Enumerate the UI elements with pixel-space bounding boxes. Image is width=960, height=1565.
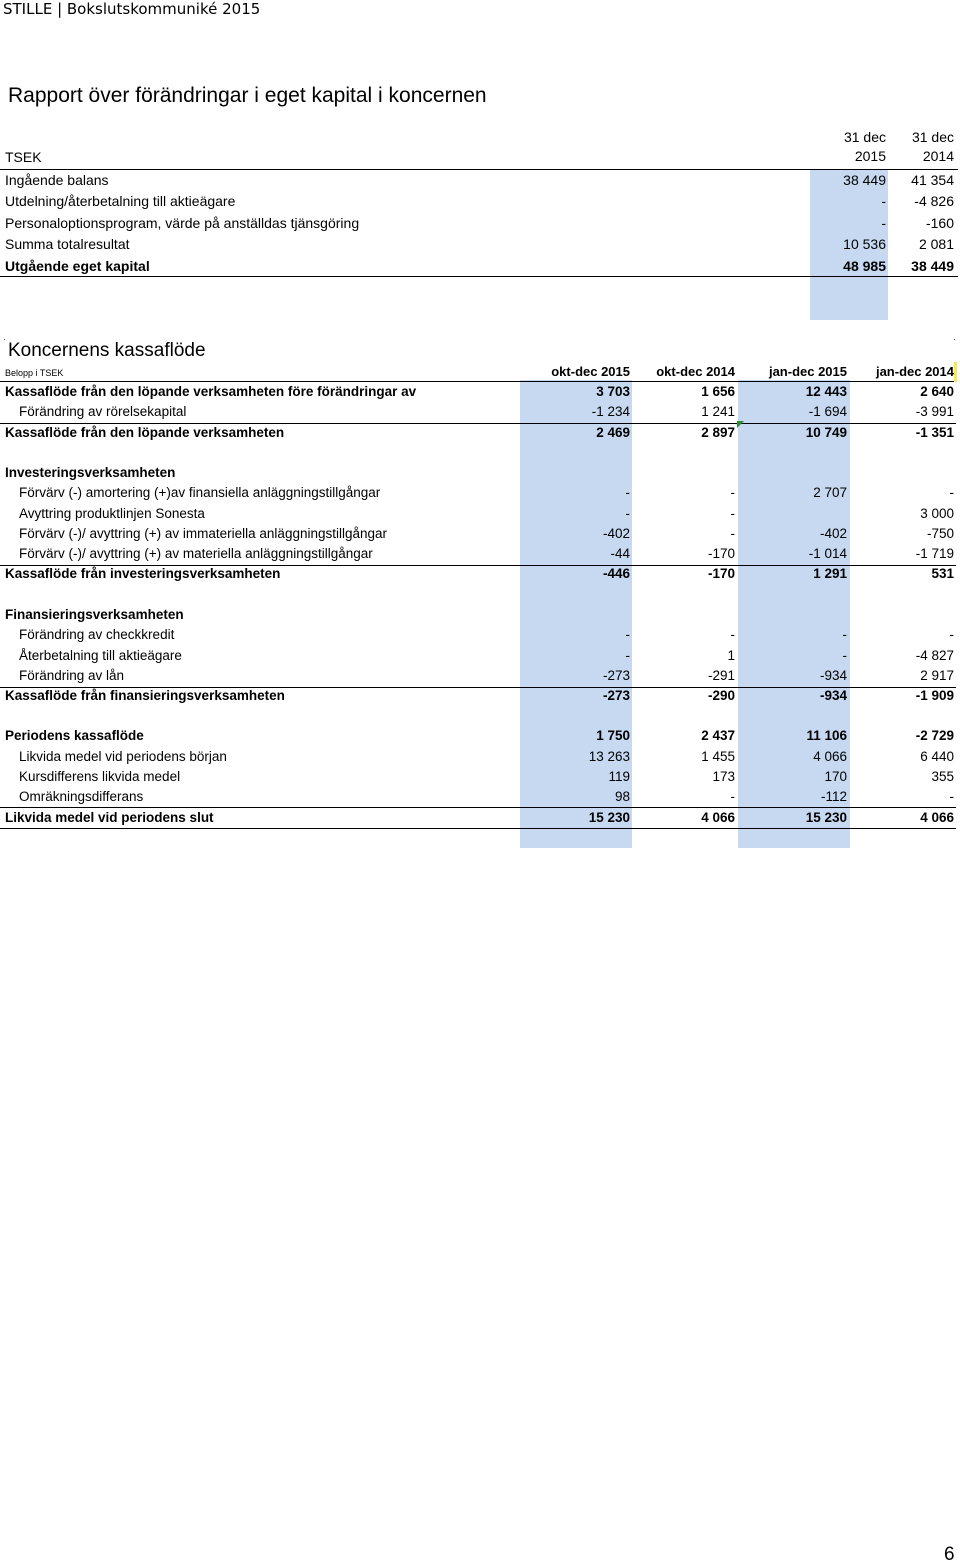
row-label: Förändring av checkkredit [19,627,175,642]
row-value: 173 [712,769,735,784]
row-value: -112 [820,789,847,804]
row-value: -291 [707,668,735,683]
row-label: Kassaflöde från finansieringsverksamheten [5,688,285,703]
cashflow-row [0,504,960,524]
row-value: 2 469 [596,425,630,440]
equity-col1-header: 31 dec 2015 [843,129,886,164]
row-value: -273 [602,668,630,683]
cashflow-total-row [0,605,960,625]
row-value: 1 291 [813,566,847,581]
row-value: 531 [931,566,954,581]
equity-row [0,234,960,255]
row-value: 1 750 [596,728,630,743]
row-label: Utgående eget kapital [5,258,150,274]
cashflow-row [0,707,960,727]
column-header: okt-dec 2014 [656,364,735,379]
equity-unit-label: TSEK [5,149,42,165]
cashflow-row [0,483,960,503]
row-value: -1 719 [915,546,954,561]
row-value: -273 [602,688,630,703]
cashflow-row [0,443,960,463]
row-value: 4 066 [920,810,954,825]
row-value: 15 230 [805,810,847,825]
row-label: Kassaflöde från den löpande verksamheten före förändringar av [5,384,417,399]
cashflow-row [0,646,960,666]
cashflow-row [0,524,960,544]
row-label: Personaloptionsprogram, värde på anställdas tjänsgöring [5,215,360,231]
row-value: -1 694 [808,404,847,419]
row-label: Finansieringsverksamheten [5,607,184,622]
row-label: Summa totalresultat [5,236,130,252]
row-value: -2 729 [915,728,954,743]
cashflow-row [0,666,960,686]
row-value: 2 897 [701,425,735,440]
column-header: jan-dec 2015 [768,364,847,379]
row-label: Avyttring produktlinjen Sonesta [19,506,205,521]
row-value: -1 351 [915,425,954,440]
row-value: 2 707 [813,485,847,500]
highlight-marker [954,362,957,382]
row-value: -402 [602,526,630,541]
row-value: -402 [819,526,847,541]
row-label: Förvärv (-)/ avyttring (+) av materiella anläggningstillgångar [19,546,373,561]
row-label: Utdelning/återbetalning till aktieägare [5,193,236,209]
equity-row [0,191,960,212]
row-value: - [625,627,630,642]
row-value: - [881,193,886,209]
row-value: 355 [931,769,954,784]
row-label: Ingående balans [5,172,109,188]
row-label: Kursdifferens likvida medel [19,769,181,784]
row-label: Förvärv (-)/ avyttring (+) av immateriella anläggningstillgångar [19,526,388,541]
row-value: -1 234 [591,404,630,419]
row-value: -4 827 [915,648,954,663]
equity-row [0,213,960,234]
row-value: 119 [608,769,630,784]
row-label: Likvida medel vid periodens slut [5,810,214,825]
row-value: - [881,215,886,231]
row-label: Kassaflöde från den löpande verksamheten [5,425,285,440]
row-value: 41 354 [911,172,954,188]
row-value: - [625,506,630,521]
table-rule [0,423,956,424]
row-value: 13 263 [588,749,630,764]
row-value: - [730,526,735,541]
cashflow-total-row [0,686,960,706]
equity-title: Rapport över förändringar i eget kapital i koncernen [8,84,487,107]
row-label: Kassaflöde från investeringsverksamheten [5,566,281,581]
cashflow-row [0,625,960,645]
row-value: 2 437 [701,728,735,743]
cashflow-total-row [0,726,960,746]
row-value: -4 826 [914,193,954,209]
row-label: Periodens kassaflöde [5,728,144,743]
equity-row [0,170,960,191]
cashflow-row [0,787,960,807]
row-label: Investeringsverksamheten [5,465,176,480]
row-value: -446 [602,566,630,581]
row-value: 98 [614,789,630,804]
row-label: Likvida medel vid periodens början [19,749,227,764]
row-value: 38 449 [843,172,886,188]
row-label: Förvärv (-) amortering (+)av finansiella anläggningstillgångar [19,485,381,500]
row-value: -170 [707,546,735,561]
row-value: 2 917 [920,668,954,683]
row-value: 3 000 [920,506,954,521]
cashflow-total-row [0,564,960,584]
row-value: - [842,648,847,663]
cashflow-row [0,544,960,564]
row-value: -750 [926,526,954,541]
row-value: 1 [727,648,735,663]
row-value: 11 106 [806,728,847,743]
cashflow-row [0,585,960,605]
row-value: 1 241 [701,404,735,419]
table-rule [0,828,956,829]
row-value: 12 443 [805,384,847,399]
cashflow-row [0,747,960,767]
decorative-dot: · [953,335,956,344]
row-value: - [730,627,735,642]
cashflow-row [0,767,960,787]
row-value: 170 [824,769,847,784]
row-value: -3 991 [915,404,954,419]
row-value: 2 081 [918,236,954,252]
equity-col2-header: 31 dec 2014 [911,129,954,164]
cell-comment-marker [737,421,744,428]
equity-total-row [0,256,960,277]
row-value: - [730,506,735,521]
row-value: 6 440 [920,749,954,764]
row-value: -1 014 [808,546,847,561]
table-rule [0,565,956,566]
table-rule [0,687,956,688]
row-value: 4 066 [813,749,847,764]
cashflow-title: Koncernens kassaflöde [8,340,206,361]
table-rule [0,807,956,808]
row-value: 38 449 [911,258,954,274]
row-value: -44 [610,546,630,561]
row-value: - [730,789,735,804]
cashflow-total-row [0,423,960,443]
page-number: 6 [944,1544,955,1565]
row-value: -934 [819,688,847,703]
row-value: 4 066 [701,810,735,825]
table-rule [0,381,956,382]
row-value: - [949,627,954,642]
row-value: 3 703 [596,384,630,399]
row-label: Omräkningsdifferans [19,789,144,804]
row-value: - [625,485,630,500]
row-value: -934 [819,668,847,683]
decorative-dot: · [3,335,6,344]
row-value: 10 749 [805,425,847,440]
row-value: 1 455 [701,749,735,764]
row-label: Återbetalning till aktieägare [19,648,182,663]
column-header: jan-dec 2014 [875,364,954,379]
row-label: Förändring av rörelsekapital [19,404,187,419]
cashflow-total-row [0,808,960,828]
row-value: -1 909 [915,688,954,703]
row-value: - [949,789,954,804]
row-value: - [730,485,735,500]
cashflow-unit-label: Belopp i TSEK [5,368,64,378]
row-value: 10 536 [843,236,886,252]
row-value: 1 656 [701,384,735,399]
document-header: STILLE | Bokslutskommuniké 2015 [3,0,261,18]
row-value: 15 230 [588,810,630,825]
row-value: - [949,485,954,500]
row-value: -160 [925,215,954,231]
column-header: okt-dec 2015 [551,364,630,379]
row-value: 2 640 [920,384,954,399]
cashflow-row [0,402,960,422]
cashflow-total-row [0,463,960,483]
row-label: Förändring av lån [19,668,125,683]
row-value: - [842,627,847,642]
row-value: -290 [707,688,735,703]
row-value: -170 [707,566,735,581]
cashflow-total-row [0,382,960,402]
row-value: 48 985 [843,258,886,274]
row-value: - [625,648,630,663]
